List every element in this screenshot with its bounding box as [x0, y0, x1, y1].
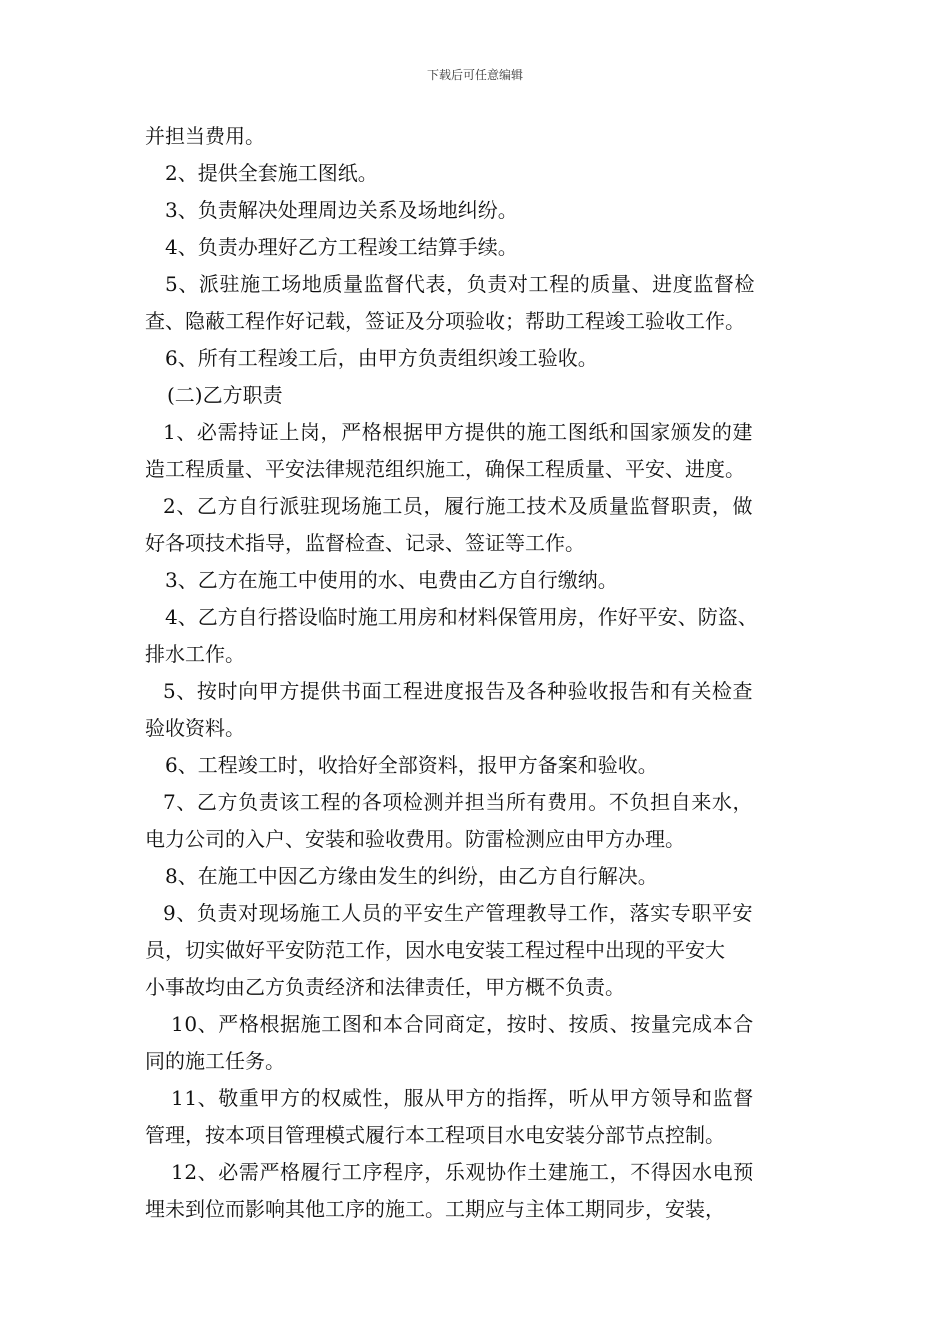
list-item: 8、在施工中因乙方缘由发生的纠纷，由乙方自行解决。: [165, 864, 658, 888]
list-item: 1、必需持证上岗，严格根据甲方提供的施工图纸和国家颁发的建: [163, 420, 754, 444]
text-line: 排水工作。: [145, 642, 245, 666]
text-line: 员，切实做好平安防范工作，因水电安装工程过程中出现的平安大: [145, 938, 725, 962]
page-header: 下载后可任意编辑: [426, 68, 523, 82]
text-line: 同的施工任务。: [145, 1049, 285, 1073]
text-line: 造工程质量、平安法律规范组织施工，确保工程质量、平安、进度。: [145, 457, 745, 481]
text-line: 埋未到位而影响其他工序的施工。工期应与主体工期同步，安装，: [145, 1197, 725, 1221]
list-item: 10、严格根据施工图和本合同商定，按时、按质、按量完成本合: [171, 1012, 754, 1036]
list-item: 7、乙方负责该工程的各项检测并担当所有费用。不负担自来水，: [163, 790, 754, 814]
text-line: 小事故均由乙方负责经济和法律责任，甲方概不负责。: [145, 975, 625, 999]
list-item: 4、乙方自行搭设临时施工用房和材料保管用房，作好平安、防盗、: [165, 605, 758, 629]
list-item: 2、提供全套施工图纸。: [165, 161, 378, 185]
list-item: 2、乙方自行派驻现场施工员，履行施工技术及质量监督职责，做: [163, 494, 754, 518]
text-line: 验收资料。: [145, 716, 245, 740]
text-line: 查、隐蔽工程作好记载，签证及分项验收；帮助工程竣工验收工作。: [145, 309, 745, 333]
text-line: 好各项技术指导，监督检查、记录、签证等工作。: [145, 531, 585, 555]
document-body: [145, 118, 835, 1228]
list-item: 11、敬重甲方的权威性，服从甲方的指挥，听从甲方领导和监督: [171, 1086, 754, 1110]
list-item: 3、乙方在施工中使用的水、电费由乙方自行缴纳。: [165, 568, 618, 592]
list-item: 5、派驻施工场地质量监督代表，负责对工程的质量、进度监督检: [165, 272, 756, 296]
list-item: 9、负责对现场施工人员的平安生产管理教导工作，落实专职平安: [163, 901, 754, 925]
text-line: 管理，按本项目管理模式履行本工程项目水电安装分部节点控制。: [145, 1123, 725, 1147]
list-item: 3、负责解决处理周边关系及场地纠纷。: [165, 198, 518, 222]
list-item: 12、必需严格履行工序程序，乐观协作土建施工，不得因水电预: [171, 1160, 754, 1184]
text-line: 电力公司的入户、安装和验收费用。防雷检测应由甲方办理。: [145, 827, 685, 851]
list-item: 5、按时向甲方提供书面工程进度报告及各种验收报告和有关检查: [163, 679, 754, 703]
list-item: 6、所有工程竣工后，由甲方负责组织竣工验收。: [165, 346, 598, 370]
text-line: 并担当费用。: [145, 124, 265, 148]
list-item: 4、负责办理好乙方工程竣工结算手续。: [165, 235, 518, 259]
list-item: 6、工程竣工时，收拾好全部资料，报甲方备案和验收。: [165, 753, 658, 777]
section-heading: (二)乙方职责: [167, 383, 283, 407]
